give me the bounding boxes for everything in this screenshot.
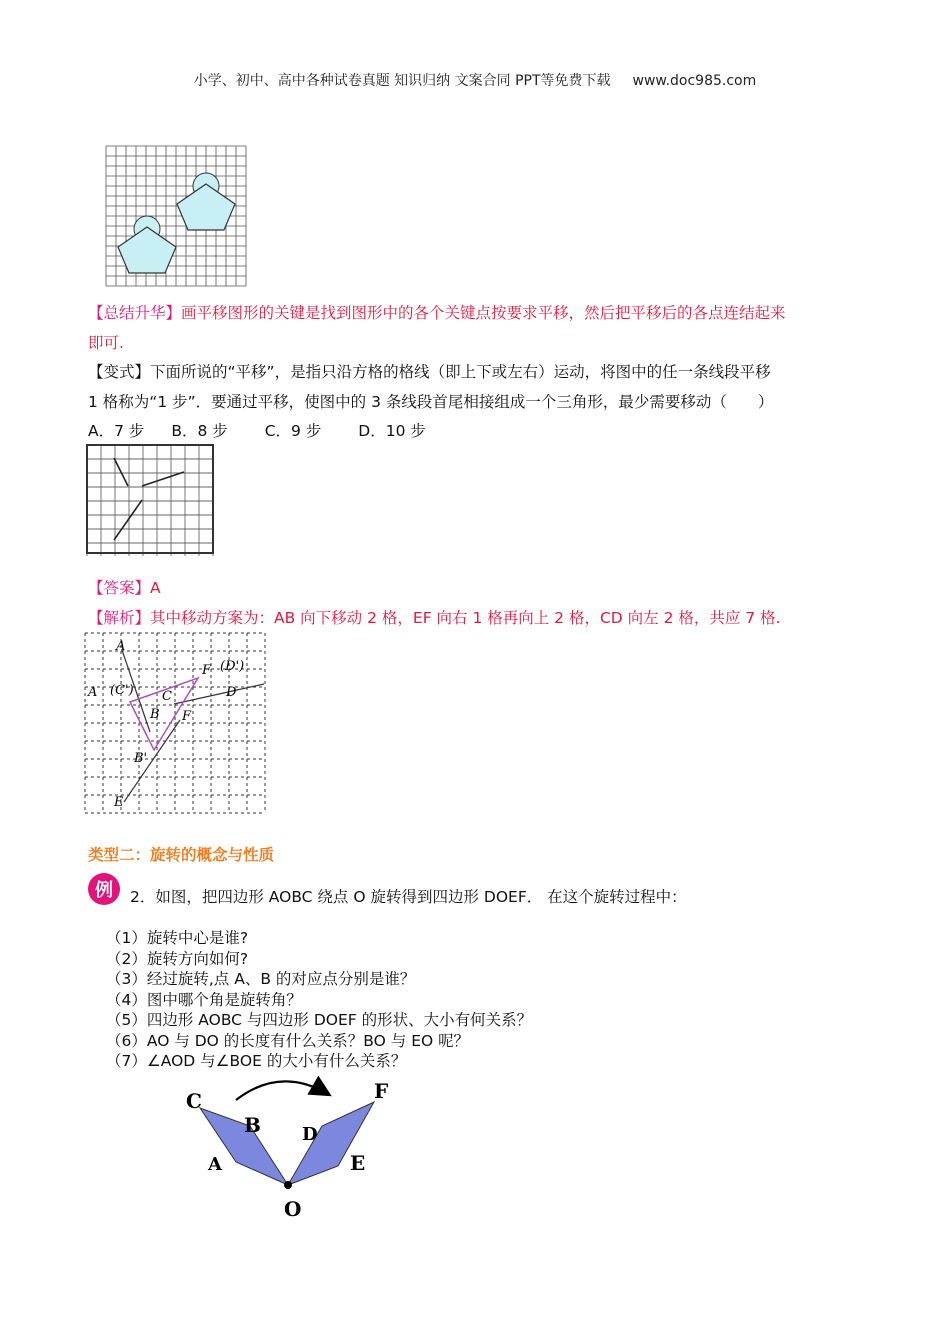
question-list xyxy=(106,928,532,1072)
point-o xyxy=(284,1181,292,1189)
example-badge-text: 例 xyxy=(95,880,113,901)
pentagon-translation-figure xyxy=(105,145,248,288)
option-c: C．9 步 xyxy=(264,422,322,440)
solution-grid-figure xyxy=(84,632,270,818)
question-7: （7）∠AOD 与∠BOE 的大小有什么关系？ xyxy=(106,1052,407,1070)
option-b: B．8 步 xyxy=(171,422,228,440)
variant-text-2: 1 格称为“1 步”．要通过平移，使图中的 3 条线段首尾相接组成一个三角形，最少需要移动（ ） xyxy=(88,393,774,411)
answer-line xyxy=(88,578,161,598)
label-a: A xyxy=(208,1154,222,1175)
label-b-prime: B' xyxy=(134,751,148,766)
label-f-top: F xyxy=(202,663,212,678)
summary-text-1: 画平移图形的关键是找到图形中的各个关键点按要求平移，然后把平移后的各点连结起来 xyxy=(181,304,786,322)
header-title: 小学、初中、高中各种试卷真题 知识归纳 文案合同 PPT等免费下载 xyxy=(193,73,611,89)
summary-tag: 【总结升华】 xyxy=(88,304,182,322)
question-6: （6）AO 与 DO 的长度有什么关系？BO 与 EO 呢？ xyxy=(106,1031,470,1050)
label-d: D xyxy=(302,1124,318,1145)
label-a-left: A xyxy=(88,685,98,700)
question-1: （1）旋转中心是谁? xyxy=(106,929,249,947)
question-2: （2）旋转方向如何? xyxy=(106,949,249,968)
label-d-prime: (D') xyxy=(220,659,245,674)
label-c: C xyxy=(186,1089,202,1113)
label-b: B xyxy=(150,707,160,722)
segment-ab xyxy=(114,458,128,486)
summary-line-1 xyxy=(88,303,786,323)
variant-line-1 xyxy=(88,362,771,382)
header-site: www.doc985.com xyxy=(632,73,757,89)
variant-options xyxy=(88,421,426,441)
example-badge xyxy=(86,871,126,911)
answer-tag: 【答案】 xyxy=(88,579,151,597)
solution-segment-ef xyxy=(124,720,180,802)
variant-tag: 【变式】 xyxy=(88,363,151,381)
summary-text-2: 即可. xyxy=(88,334,124,352)
option-a: A．7 步 xyxy=(88,422,145,440)
segment-ef xyxy=(114,500,142,540)
analysis-text: 其中移动方案为：AB 向下移动 2 格，EF 向右 1 格再向上 2 格，CD 向左 2 格，共应 7 格. xyxy=(150,609,781,627)
page-header xyxy=(0,70,950,90)
variant-text-1: 下面所说的“平移”，是指只沿方格的格线（即上下或左右）运动，将图中的任一条线段平移 xyxy=(150,363,771,381)
segment-cd xyxy=(142,472,184,486)
label-o: O xyxy=(284,1197,302,1220)
example-2-intro: 2．如图，把四边形 AOBC 绕点 O 旋转得到四边形 DOEF． 在这个旋转过程中： xyxy=(130,888,687,906)
answer-value: A xyxy=(150,579,161,597)
segments-grid-figure xyxy=(86,444,216,556)
label-d: D xyxy=(226,685,237,700)
label-c-prime: (C') xyxy=(110,683,134,698)
label-f: F xyxy=(182,709,192,724)
option-d: D．10 步 xyxy=(358,422,426,440)
label-e: E xyxy=(114,795,124,810)
label-f: F xyxy=(374,1079,389,1103)
label-a-top: A xyxy=(116,639,126,654)
analysis-line xyxy=(88,608,781,628)
label-e: E xyxy=(350,1151,366,1175)
pentagon-lower xyxy=(118,216,176,273)
rotation-diagram xyxy=(180,1070,400,1220)
section-2-title: 类型二：旋转的概念与性质 xyxy=(88,846,275,864)
label-b: B xyxy=(244,1113,261,1137)
question-3: （3）经过旋转,点 A、B 的对应点分别是谁？ xyxy=(106,970,416,988)
label-c: C xyxy=(162,689,172,704)
rotation-arrow xyxy=(236,1081,328,1100)
question-4: （4）图中哪个角是旋转角？ xyxy=(106,990,302,1009)
question-5: （5）四边形 AOBC 与四边形 DOEF 的形状、大小有何关系？ xyxy=(106,1011,533,1029)
analysis-tag: 【解析】 xyxy=(88,609,151,627)
